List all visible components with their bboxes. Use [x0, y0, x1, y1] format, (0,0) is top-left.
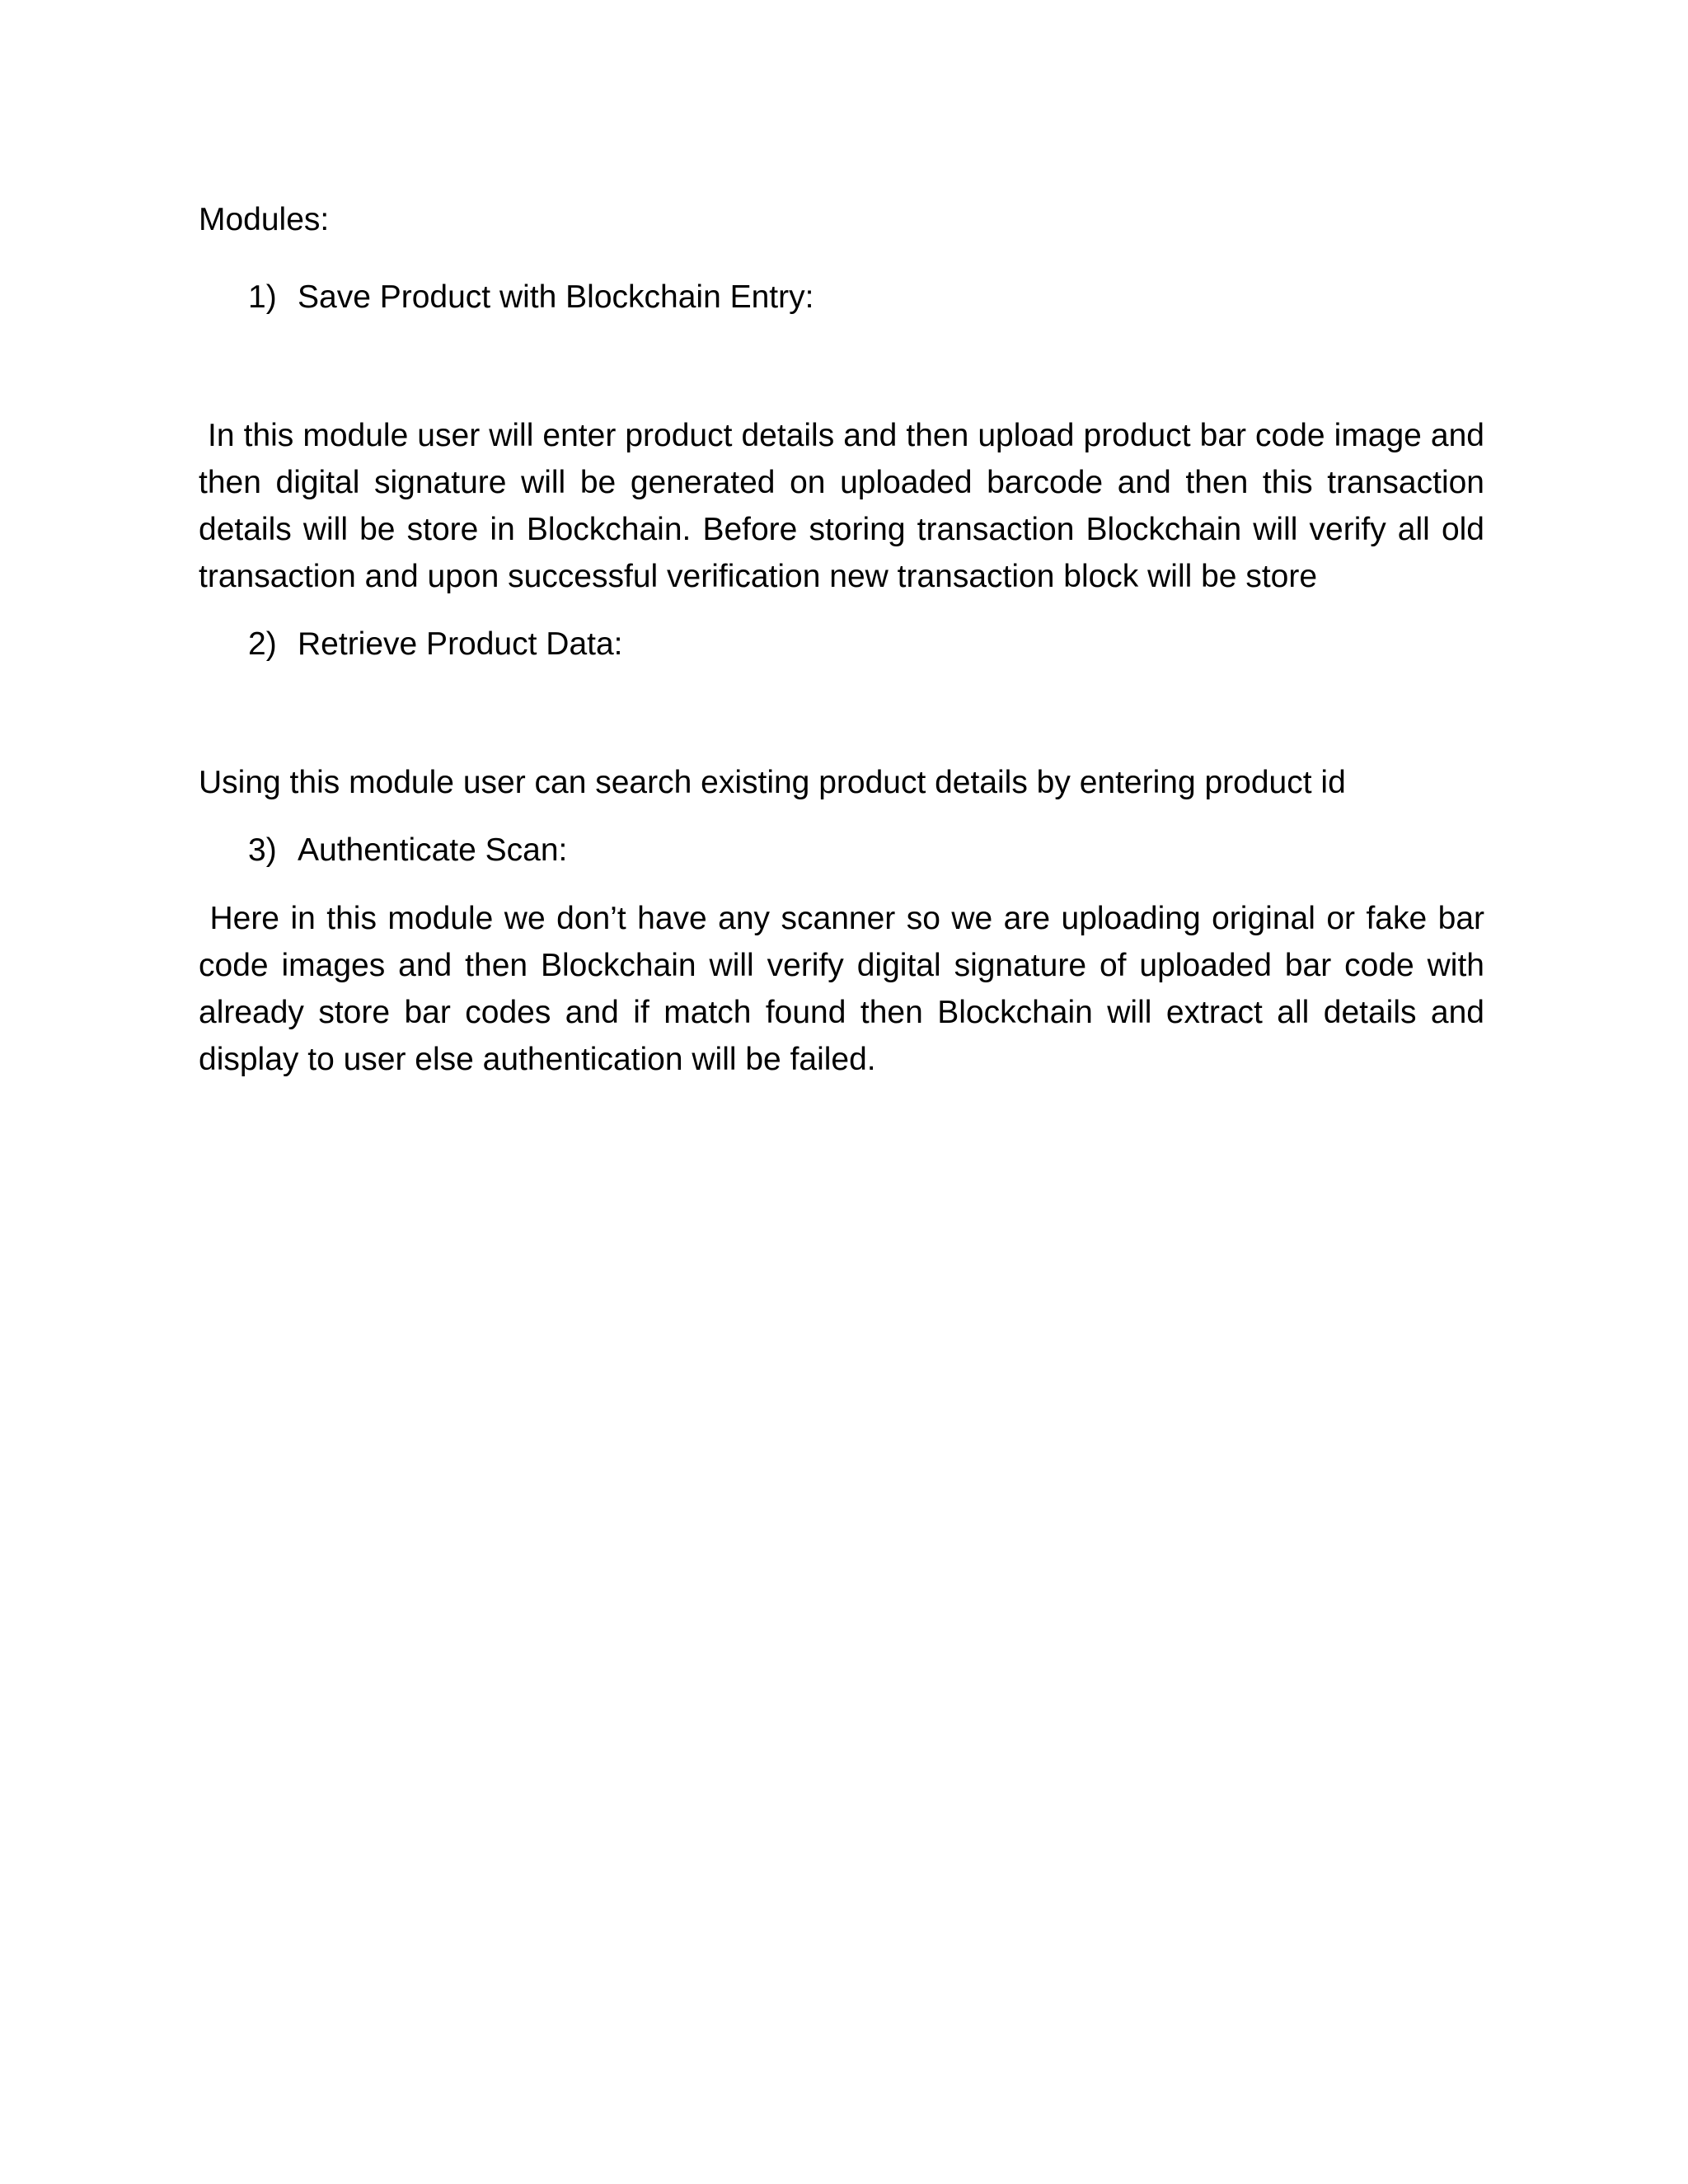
- section-3-paragraph: Here in this module we don’t have any scanner so we are uploading original or fake bar code images and then Blockchain will verify digital signature of uploaded bar code with already store bar codes and if match found then Blockchain will extract all details and display to user else authentication will be failed.: [199, 901, 1493, 1077]
- section-1-number: 1): [248, 279, 277, 315]
- section-1-title: Save Product with Blockchain Entry:: [298, 279, 814, 315]
- section-3-number: 3): [248, 832, 277, 868]
- modules-heading: Modules:: [199, 202, 330, 237]
- document-body: [199, 196, 1493, 1083]
- section-2-title: Retrieve Product Data:: [298, 626, 623, 662]
- section-3-title-item: [199, 827, 1484, 874]
- section-2-paragraph: Using this module user can search existing product details by entering product id: [199, 765, 1346, 800]
- section-3-title: Authenticate Scan:: [298, 832, 568, 868]
- section-2-title-item: [199, 621, 1484, 668]
- section-1-paragraph: In this module user will enter product details and then upload product bar code image and then digital signature will be generated on uploaded barcode and then this transaction details will be store in Blockchain. Before storing transaction Blockchain will verify all old transaction and upon successful verification new transaction block will be store: [199, 418, 1493, 594]
- section-2-number: 2): [248, 626, 277, 662]
- section-1-title-item: [199, 274, 1484, 321]
